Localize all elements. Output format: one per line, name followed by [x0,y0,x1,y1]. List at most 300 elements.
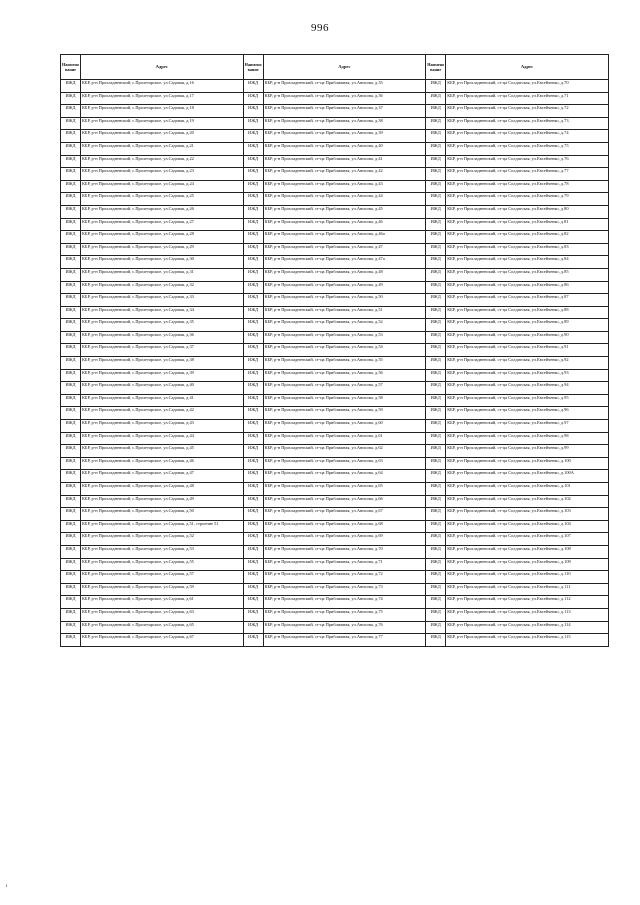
object-type-cell: ИЖД [243,155,263,168]
object-type-cell: ИЖД [426,596,446,609]
object-type-cell: ИЖД [426,583,446,596]
address-cell: КБР, р-н Прохладненский, с.Пролетарское, ул.Садовая, д.47 [81,470,244,483]
object-type-cell: ИЖД [243,218,263,231]
address-cell: КБР, р-н Прохладненский, с.Пролетарское, ул.Садовая, д.20 [81,130,244,143]
address-cell: КБР, р-н Прохладненский, ст-ца Приближная, ул.Анисова, д.76 [263,621,426,634]
address-cell: КБР, р-н Прохладненский, ст-ца Приближная, ул.Анисова, д.45 [263,205,426,218]
address-cell: КБР, р-н Прохладненский, с.Пролетарское, ул.Садовая, д.39 [81,369,244,382]
address-cell: КБР, р-н Прохладненский, ст-ца Солдатская, ул.Евсейченко, д.88 [446,306,609,319]
table-row [61,457,609,470]
table-row [61,168,609,181]
address-cell: КБР, р-н Прохладненский, ст-ца Солдатская, ул.Евсейченко, д.72 [446,105,609,118]
object-type-cell: ИЖД [61,142,81,155]
table-body [61,80,609,647]
address-cell: КБР, р-н Прохладненский, ст-ца Солдатская, ул.Евсейченко, д.81 [446,218,609,231]
address-cell: КБР, р-н Прохладненский, с.Пролетарское, ул.Садовая, д.48 [81,483,244,496]
object-type-cell: ИЖД [243,621,263,634]
object-type-cell: ИЖД [426,193,446,206]
object-type-cell: ИЖД [426,117,446,130]
address-cell: КБР, р-н Прохладненский, ст-ца Приближная, ул.Анисова, д.75 [263,608,426,621]
object-type-cell: ИЖД [243,281,263,294]
address-cell: КБР, р-н Прохладненский, ст-ца Солдатская, ул.Евсейченко, д.92 [446,357,609,370]
table-row [61,294,609,307]
address-cell: КБР, р-н Прохладненский, ст-ца Приближная, ул.Анисова, д.72 [263,571,426,584]
address-cell: КБР, р-н Прохладненский, ст-ца Приближная, ул.Анисова, д.52 [263,319,426,332]
object-type-cell: ИЖД [243,520,263,533]
address-cell: КБР, р-н Прохладненский, с.Пролетарское, ул.Садовая, д.29 [81,243,244,256]
address-cell: КБР, р-н Прохладненский, ст-ца Солдатская, ул.Евсейченко, д.75 [446,142,609,155]
table-row [61,180,609,193]
object-type-cell: ИЖД [243,306,263,319]
address-cell: КБР, р-н Прохладненский, с.Пролетарское, ул.Садовая, д.32 [81,281,244,294]
object-type-cell: ИЖД [426,344,446,357]
object-type-cell: ИЖД [61,571,81,584]
address-cell: КБР, р-н Прохладненский, с.Пролетарское, ул.Садовая, д.52 [81,533,244,546]
object-type-cell: ИЖД [61,306,81,319]
address-cell: КБР, р-н Прохладненский, с.Пролетарское, ул.Садовая, д.28 [81,231,244,244]
address-cell: КБР, р-н Прохладненский, с.Пролетарское, ул.Садовая, д.45 [81,445,244,458]
object-type-cell: ИЖД [426,520,446,533]
address-cell: КБР, р-н Прохладненский, ст-ца Приближная, ул.Анисова, д.37 [263,105,426,118]
address-cell: КБР, р-н Прохладненский, ст-ца Солдатская, ул.Евсейченко, д.77 [446,168,609,181]
object-type-cell: ИЖД [426,155,446,168]
object-type-cell: ИЖД [426,445,446,458]
address-cell: КБР, р-н Прохладненский, с.Пролетарское, ул.Садовая, д.49 [81,495,244,508]
address-register-table [60,54,609,647]
table-row [61,596,609,609]
address-cell: КБР, р-н Прохладненский, ст-ца Солдатская, ул.Евсейченко, д.98 [446,432,609,445]
object-type-cell: ИЖД [243,407,263,420]
table-row [61,256,609,269]
table-row [61,394,609,407]
object-type-cell: ИЖД [61,621,81,634]
address-cell: КБР, р-н Прохладненский, ст-ца Солдатская, ул.Евсейченко, д.104 [446,520,609,533]
header-row [61,55,609,80]
object-type-cell: ИЖД [61,319,81,332]
table-row [61,470,609,483]
address-cell: КБР, р-н Прохладненский, ст-ца Солдатская, ул.Евсейченко, д.109 [446,558,609,571]
address-cell: КБР, р-н Прохладненский, ст-ца Солдатская, ул.Евсейченко, д.95 [446,394,609,407]
object-type-cell: ИЖД [426,294,446,307]
address-cell: КБР, р-н Прохладненский, ст-ца Приближная, ул.Анисова, д.68 [263,520,426,533]
address-cell: КБР, р-н Прохладненский, с.Пролетарское, ул.Садовая, д.22 [81,155,244,168]
object-type-cell: ИЖД [243,256,263,269]
object-type-cell: ИЖД [243,596,263,609]
object-type-cell: ИЖД [426,256,446,269]
address-cell: КБР, р-н Прохладненский, ст-ца Приближная, ул.Анисова, д.46а [263,231,426,244]
address-cell: КБР, р-н Прохладненский, ст-ца Солдатская, ул.Евсейченко, д.102 [446,495,609,508]
address-cell: КБР, р-н Прохладненский, ст-ца Солдатская, ул.Евсейченко, д.110 [446,571,609,584]
object-type-cell: ИЖД [426,369,446,382]
address-cell: КБР, р-н Прохладненский, с.Пролетарское, ул.Садовая, д.33 [81,294,244,307]
object-type-cell: ИЖД [61,155,81,168]
address-cell: КБР, р-н Прохладненский, с.Пролетарское, ул.Садовая, д.21 [81,142,244,155]
object-type-cell: ИЖД [243,105,263,118]
address-cell: КБР, р-н Прохладненский, ст-ца Приближная, ул.Анисова, д.58 [263,394,426,407]
address-cell: КБР, р-н Прохладненский, ст-ца Солдатская, ул.Евсейченко, д.79 [446,193,609,206]
address-cell: КБР, р-н Прохладненский, ст-ца Приближная, ул.Анисова, д.62 [263,445,426,458]
object-type-cell: ИЖД [426,420,446,433]
address-cell: КБР, р-н Прохладненский, ст-ца Солдатская, ул.Евсейченко, д.73 [446,117,609,130]
address-cell: КБР, р-н Прохладненский, ст-ца Солдатская, ул.Евсейченко, д.78 [446,180,609,193]
address-cell: КБР, р-н Прохладненский, ст-ца Приближная, ул.Анисова, д.48 [263,268,426,281]
table-row [61,155,609,168]
address-cell: КБР, р-н Прохладненский, ст-ца Приближная, ул.Анисова, д.54 [263,344,426,357]
object-type-cell: ИЖД [426,218,446,231]
address-cell: КБР, р-н Прохладненский, с.Пролетарское, ул.Садовая, д.30 [81,256,244,269]
address-cell: КБР, р-н Прохладненский, с.Пролетарское, ул.Садовая, д.57 [81,571,244,584]
address-cell: КБР, р-н Прохладненский, ст-ца Приближная, ул.Анисова, д.44 [263,193,426,206]
address-cell: КБР, р-н Прохладненский, с.Пролетарское, ул.Садовая, д.41 [81,394,244,407]
table-row [61,142,609,155]
object-type-cell: ИЖД [61,331,81,344]
address-cell: КБР, р-н Прохладненский, с.Пролетарское, ул.Садовая, д.38 [81,357,244,370]
object-type-cell: ИЖД [426,571,446,584]
table-row [61,231,609,244]
object-type-cell: ИЖД [61,508,81,521]
object-type-cell: ИЖД [243,457,263,470]
address-cell: КБР, р-н Прохладненский, ст-ца Приближная, ул.Анисова, д.40 [263,142,426,155]
address-cell: КБР, р-н Прохладненский, ст-ца Приближная, ул.Анисова, д.60 [263,420,426,433]
table-row [61,495,609,508]
table-row [61,331,609,344]
object-type-cell: ИЖД [61,357,81,370]
address-cell: КБР, р-н Прохладненский, ст-ца Приближная, ул.Анисова, д.73 [263,583,426,596]
object-type-cell: ИЖД [61,130,81,143]
address-cell: КБР, р-н Прохладненский, ст-ца Солдатская, ул.Евсейченко, д.96 [446,407,609,420]
object-type-cell: ИЖД [426,281,446,294]
header-address-2: Адрес [263,55,426,80]
object-type-cell: ИЖД [426,168,446,181]
object-type-cell: ИЖД [426,621,446,634]
object-type-cell: ИЖД [61,520,81,533]
object-type-cell: ИЖД [243,344,263,357]
address-cell: КБР, р-н Прохладненский, с.Пролетарское, ул.Садовая, д.18 [81,105,244,118]
object-type-cell: ИЖД [61,382,81,395]
address-cell: КБР, р-н Прохладненский, ст-ца Солдатская, ул.Евсейченко, д.71 [446,92,609,105]
object-type-cell: ИЖД [61,596,81,609]
address-cell: КБР, р-н Прохладненский, ст-ца Приближная, ул.Анисова, д.49 [263,281,426,294]
address-cell: КБР, р-н Прохладненский, ст-ца Приближная, ул.Анисова, д.63 [263,457,426,470]
address-cell: КБР, р-н Прохладненский, с.Пролетарское, ул.Садовая, д.40 [81,382,244,395]
table-row [61,420,609,433]
address-cell: КБР, р-н Прохладненский, с.Пролетарское, ул.Садовая, д.55 [81,558,244,571]
table-row [61,533,609,546]
address-cell: КБР, р-н Прохладненский, ст-ца Приближная, ул.Анисова, д.47 [263,243,426,256]
address-cell: КБР, р-н Прохладненский, с.Пролетарское, ул.Садовая, д.35 [81,319,244,332]
address-cell: КБР, р-н Прохладненский, ст-ца Приближная, ул.Анисова, д.42 [263,168,426,181]
object-type-cell: ИЖД [243,508,263,521]
object-type-cell: ИЖД [61,281,81,294]
address-cell: КБР, р-н Прохладненский, ст-ца Солдатская, ул.Евсейченко, д.101 [446,483,609,496]
object-type-cell: ИЖД [61,218,81,231]
address-cell: КБР, р-н Прохладненский, с.Пролетарское, ул.Садовая, д.16 [81,80,244,93]
address-cell: КБР, р-н Прохладненский, ст-ца Солдатская, ул.Евсейченко, д.87 [446,294,609,307]
object-type-cell: ИЖД [426,231,446,244]
object-type-cell: ИЖД [243,382,263,395]
object-type-cell: ИЖД [426,407,446,420]
object-type-cell: ИЖД [426,457,446,470]
object-type-cell: ИЖД [61,445,81,458]
object-type-cell: ИЖД [243,634,263,647]
address-cell: КБР, р-н Прохладненский, с.Пролетарское, ул.Садовая, д.26 [81,205,244,218]
table-row [61,243,609,256]
address-cell: КБР, р-н Прохладненский, с.Пролетарское, ул.Садовая, д.36 [81,331,244,344]
object-type-cell: ИЖД [61,583,81,596]
object-type-cell: ИЖД [243,193,263,206]
address-cell: КБР, р-н Прохладненский, ст-ца Солдатская, ул.Евсейченко, д.107 [446,533,609,546]
object-type-cell: ИЖД [426,105,446,118]
object-type-cell: ИЖД [61,558,81,571]
address-cell: КБР, р-н Прохладненский, с.Пролетарское, ул.Садовая, д.19 [81,117,244,130]
address-cell: КБР, р-н Прохладненский, с.Пролетарское, ул.Садовая, д.59 [81,583,244,596]
table-row [61,634,609,647]
object-type-cell: ИЖД [243,394,263,407]
address-cell: КБР, р-н Прохладненский, с.Пролетарское, ул.Садовая, д.43 [81,420,244,433]
object-type-cell: ИЖД [61,80,81,93]
table-row [61,92,609,105]
address-cell: КБР, р-н Прохладненский, ст-ца Приближная, ул.Анисова, д.56 [263,369,426,382]
address-cell: КБР, р-н Прохладненский, с.Пролетарское, ул.Садовая, д.44 [81,432,244,445]
object-type-cell: ИЖД [243,231,263,244]
table-row [61,344,609,357]
page-number: 996 [311,22,329,34]
object-type-cell: ИЖД [61,407,81,420]
object-type-cell: ИЖД [243,331,263,344]
address-cell: КБР, р-н Прохладненский, ст-ца Солдатская, ул.Евсейченко, д.85 [446,268,609,281]
table-row [61,583,609,596]
object-type-cell: ИЖД [61,457,81,470]
address-cell: КБР, р-н Прохладненский, с.Пролетарское, ул.Садовая, д.63 [81,608,244,621]
address-cell: КБР, р-н Прохладненский, ст-ца Приближная, ул.Анисова, д.43 [263,180,426,193]
object-type-cell: ИЖД [426,205,446,218]
address-cell: КБР, р-н Прохладненский, с.Пролетарское, ул.Садовая, д.37 [81,344,244,357]
object-type-cell: ИЖД [61,168,81,181]
address-cell: КБР, р-н Прохладненский, с.Пролетарское, ул.Садовая, д.61 [81,596,244,609]
address-cell: КБР, р-н Прохладненский, ст-ца Приближная, ул.Анисова, д.61 [263,432,426,445]
object-type-cell: ИЖД [426,394,446,407]
address-cell: КБР, р-н Прохладненский, ст-ца Солдатская, ул.Евсейченко, д.80 [446,205,609,218]
object-type-cell: ИЖД [426,331,446,344]
table-header [61,55,609,80]
object-type-cell: ИЖД [61,117,81,130]
object-type-cell: ИЖД [243,117,263,130]
object-type-cell: ИЖД [243,142,263,155]
object-type-cell: ИЖД [426,432,446,445]
object-type-cell: ИЖД [426,545,446,558]
address-cell: КБР, р-н Прохладненский, ст-ца Солдатская, ул.Евсейченко, д.113 [446,608,609,621]
address-cell: КБР, р-н Прохладненский, с.Пролетарское, ул.Садовая, д.17 [81,92,244,105]
object-type-cell: ИЖД [61,231,81,244]
object-type-cell: ИЖД [243,483,263,496]
table-row [61,558,609,571]
address-cell: КБР, р-н Прохладненский, с.Пролетарское, ул.Садовая, д.25 [81,193,244,206]
table-row [61,608,609,621]
address-cell: КБР, р-н Прохладненский, ст-ца Солдатская, ул.Евсейченко, д.84 [446,256,609,269]
address-cell: КБР, р-н Прохладненский, с.Пролетарское, ул.Садовая, д.27 [81,218,244,231]
address-cell: КБР, р-н Прохладненский, с.Пролетарское, ул.Садовая, д.65 [81,621,244,634]
address-cell: КБР, р-н Прохладненский, ст-ца Солдатская, ул.Евсейченко, д.114 [446,621,609,634]
table-row [61,483,609,496]
address-cell: КБР, р-н Прохладненский, ст-ца Солдатская, ул.Евсейченко, д.108 [446,545,609,558]
address-cell: КБР, р-н Прохладненский, ст-ца Солдатская, ул.Евсейченко, д.100А [446,470,609,483]
table-row [61,621,609,634]
object-type-cell: ИЖД [243,369,263,382]
object-type-cell: ИЖД [426,533,446,546]
object-type-cell: ИЖД [426,243,446,256]
object-type-cell: ИЖД [426,357,446,370]
address-cell: КБР, р-н Прохладненский, с.Пролетарское, ул.Садовая, д.23 [81,168,244,181]
object-type-cell: ИЖД [243,180,263,193]
address-cell: КБР, р-н Прохладненский, ст-ца Приближная, ул.Анисова, д.74 [263,596,426,609]
table-row [61,193,609,206]
address-cell: КБР, р-н Прохладненский, ст-ца Приближная, ул.Анисова, д.50 [263,294,426,307]
address-cell: КБР, р-н Прохладненский, ст-ца Приближная, ул.Анисова, д.55 [263,357,426,370]
table-row [61,357,609,370]
object-type-cell: ИЖД [243,432,263,445]
object-type-cell: ИЖД [426,508,446,521]
object-type-cell: ИЖД [243,80,263,93]
object-type-cell: ИЖД [426,142,446,155]
address-cell: КБР, р-н Прохладненский, ст-ца Приближная, ул.Анисова, д.59 [263,407,426,420]
object-type-cell: ИЖД [243,545,263,558]
object-type-cell: ИЖД [243,558,263,571]
header-address-1: Адрес [81,55,244,80]
table-row [61,281,609,294]
object-type-cell: ИЖД [243,470,263,483]
address-cell: КБР, р-н Прохладненский, ст-ца Солдатская, ул.Евсейченко, д.76 [446,155,609,168]
address-cell: КБР, р-н Прохладненский, ст-ца Приближная, ул.Анисова, д.38 [263,117,426,130]
address-cell: КБР, р-н Прохладненский, ст-ца Приближная, ул.Анисова, д.71 [263,558,426,571]
address-cell: КБР, р-н Прохладненский, с.Пролетарское, ул.Садовая, д.51, строение 51 [81,520,244,533]
object-type-cell: ИЖД [61,483,81,496]
address-cell: КБР, р-н Прохладненский, ст-ца Приближная, ул.Анисова, д.36 [263,92,426,105]
object-type-cell: ИЖД [243,92,263,105]
address-cell: КБР, р-н Прохладненский, с.Пролетарское, ул.Садовая, д.67 [81,634,244,647]
object-type-cell: ИЖД [61,634,81,647]
address-cell: КБР, р-н Прохладненский, ст-ца Солдатская, ул.Евсейченко, д.83 [446,243,609,256]
address-cell: КБР, р-н Прохладненский, ст-ца Приближная, ул.Анисова, д.66 [263,495,426,508]
object-type-cell: ИЖД [426,180,446,193]
object-type-cell: ИЖД [426,130,446,143]
object-type-cell: ИЖД [426,80,446,93]
object-type-cell: ИЖД [61,545,81,558]
object-type-cell: ИЖД [61,205,81,218]
table-row [61,407,609,420]
object-type-cell: ИЖД [426,483,446,496]
object-type-cell: ИЖД [243,130,263,143]
table-row [61,105,609,118]
address-cell: КБР, р-н Прохладненский, ст-ца Солдатская, ул.Евсейченко, д.94 [446,382,609,395]
object-type-cell: ИЖД [426,558,446,571]
table-row [61,80,609,93]
object-type-cell: ИЖД [426,608,446,621]
address-cell: КБР, р-н Прохладненский, ст-ца Солдатская, ул.Евсейченко, д.82 [446,231,609,244]
object-type-cell: ИЖД [61,533,81,546]
address-cell: КБР, р-н Прохладненский, с.Пролетарское, ул.Садовая, д.24 [81,180,244,193]
object-type-cell: ИЖД [243,319,263,332]
address-cell: КБР, р-н Прохладненский, ст-ца Солдатская, ул.Евсейченко, д.100 [446,457,609,470]
address-cell: КБР, р-н Прохладненский, ст-ца Солдатская, ул.Евсейченко, д.86 [446,281,609,294]
address-cell: КБР, р-н Прохладненский, ст-ца Солдатская, ул.Евсейченко, д.93 [446,369,609,382]
address-cell: КБР, р-н Прохладненский, с.Пролетарское, ул.Садовая, д.46 [81,457,244,470]
object-type-cell: ИЖД [243,608,263,621]
object-type-cell: ИЖД [61,268,81,281]
table-row [61,130,609,143]
object-type-cell: ИЖД [61,470,81,483]
header-name-2: Наименование [243,55,263,80]
table-row [61,432,609,445]
table-row [61,520,609,533]
object-type-cell: ИЖД [61,344,81,357]
object-type-cell: ИЖД [61,608,81,621]
object-type-cell: ИЖД [243,583,263,596]
address-cell: КБР, р-н Прохладненский, ст-ца Приближная, ул.Анисова, д.70 [263,545,426,558]
object-type-cell: ИЖД [61,256,81,269]
address-cell: КБР, р-н Прохладненский, ст-ца Приближная, ул.Анисова, д.57 [263,382,426,395]
table-row [61,218,609,231]
address-cell: КБР, р-н Прохладненский, ст-ца Солдатская, ул.Евсейченко, д.99 [446,445,609,458]
object-type-cell: ИЖД [61,193,81,206]
object-type-cell: ИЖД [243,420,263,433]
object-type-cell: ИЖД [61,432,81,445]
address-cell: КБР, р-н Прохладненский, ст-ца Солдатская, ул.Евсейченко, д.97 [446,420,609,433]
address-cell: КБР, р-н Прохладненский, ст-ца Солдатская, ул.Евсейченко, д.70 [446,80,609,93]
object-type-cell: ИЖД [426,319,446,332]
table-row [61,117,609,130]
object-type-cell: ИЖД [426,634,446,647]
table-row [61,571,609,584]
object-type-cell: ИЖД [243,168,263,181]
address-cell: КБР, р-н Прохладненский, с.Пролетарское, ул.Садовая, д.34 [81,306,244,319]
object-type-cell: ИЖД [243,268,263,281]
object-type-cell: ИЖД [61,294,81,307]
table-row [61,205,609,218]
address-cell: КБР, р-н Прохладненский, ст-ца Приближная, ул.Анисова, д.47а [263,256,426,269]
object-type-cell: ИЖД [243,243,263,256]
object-type-cell: ИЖД [243,533,263,546]
address-cell: КБР, р-н Прохладненский, ст-ца Приближная, ул.Анисова, д.67 [263,508,426,521]
address-cell: КБР, р-н Прохладненский, ст-ца Приближная, ул.Анисова, д.53 [263,331,426,344]
address-cell: КБР, р-н Прохладненский, ст-ца Приближная, ул.Анисова, д.64 [263,470,426,483]
address-cell: КБР, р-н Прохладненский, ст-ца Приближная, ул.Анисова, д.65 [263,483,426,496]
table-row [61,306,609,319]
address-cell: КБР, р-н Прохладненский, с.Пролетарское, ул.Садовая, д.50 [81,508,244,521]
object-type-cell: ИЖД [61,180,81,193]
address-cell: КБР, р-н Прохладненский, ст-ца Солдатская, ул.Евсейченко, д.115 [446,634,609,647]
address-cell: КБР, р-н Прохладненский, ст-ца Приближная, ул.Анисова, д.41 [263,155,426,168]
table-row [61,319,609,332]
address-cell: КБР, р-н Прохладненский, ст-ца Солдатская, ул.Евсейченко, д.112 [446,596,609,609]
address-cell: КБР, р-н Прохладненский, ст-ца Солдатская, ул.Евсейченко, д.103 [446,508,609,521]
table-row [61,545,609,558]
address-cell: КБР, р-н Прохладненский, ст-ца Солдатская, ул.Евсейченко, д.91 [446,344,609,357]
object-type-cell: ИЖД [426,306,446,319]
object-type-cell: ИЖД [61,394,81,407]
object-type-cell: ИЖД [243,445,263,458]
address-cell: КБР, р-н Прохладненский, ст-ца Приближная, ул.Анисова, д.39 [263,130,426,143]
object-type-cell: ИЖД [61,243,81,256]
address-cell: КБР, р-н Прохладненский, ст-ца Приближная, ул.Анисова, д.35 [263,80,426,93]
table-row [61,382,609,395]
address-cell: КБР, р-н Прохладненский, ст-ца Солдатская, ул.Евсейченко, д.74 [446,130,609,143]
object-type-cell: ИЖД [426,92,446,105]
table-row [61,268,609,281]
object-type-cell: ИЖД [243,357,263,370]
address-cell: КБР, р-н Прохладненский, ст-ца Солдатская, ул.Евсейченко, д.111 [446,583,609,596]
table-row [61,369,609,382]
address-cell: КБР, р-н Прохладненский, ст-ца Приближная, ул.Анисова, д.77 [263,634,426,647]
